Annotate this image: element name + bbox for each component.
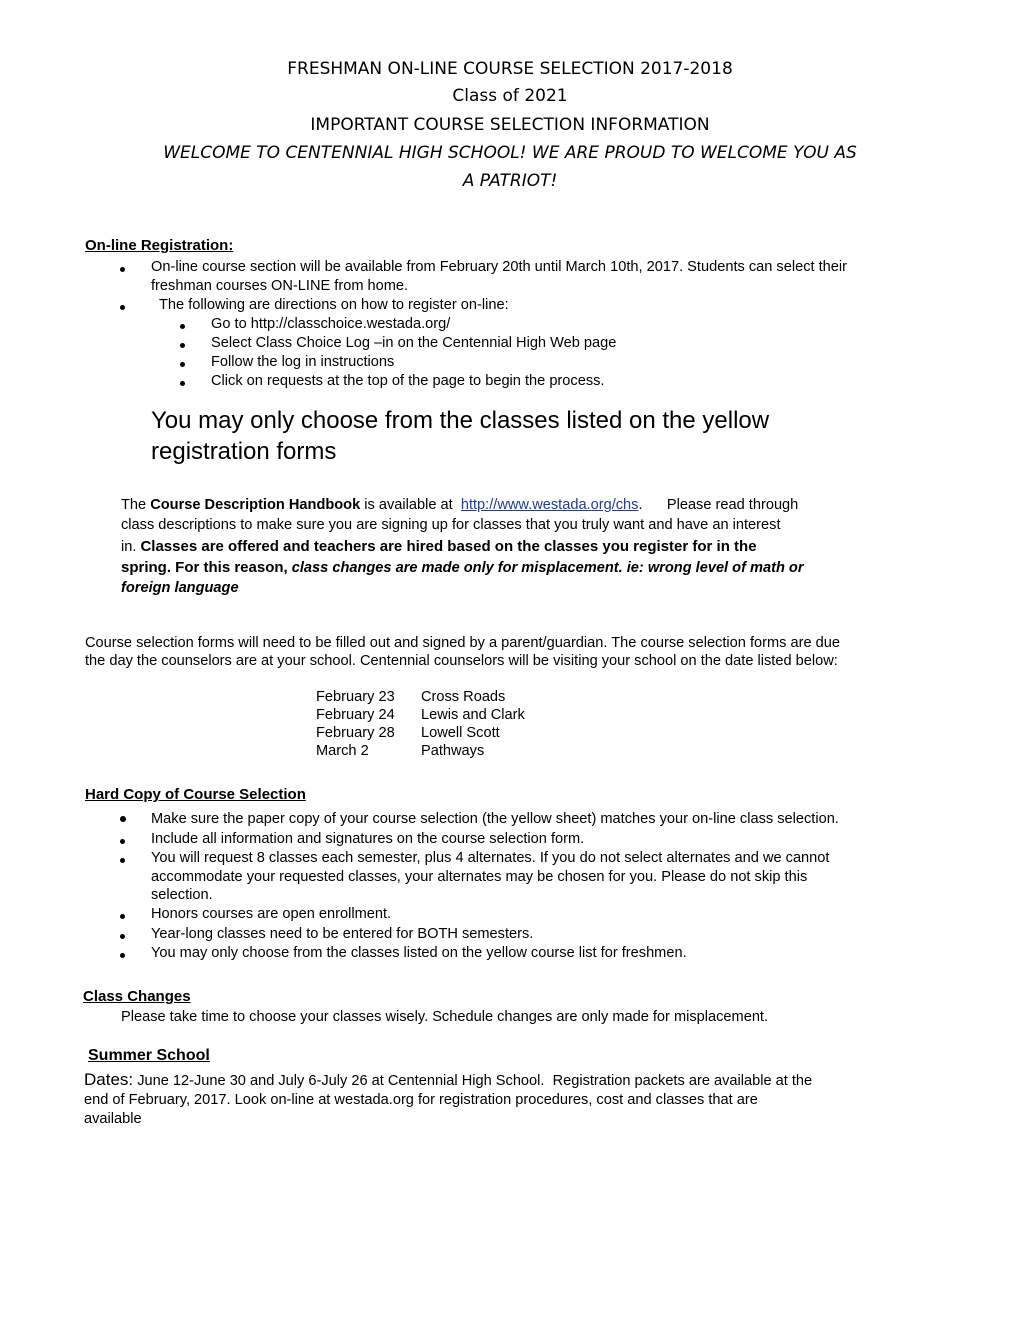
visit-row — [316, 688, 525, 706]
summer-text-cont: available — [84, 1111, 142, 1127]
section-heading-changes: Class Changes — [83, 988, 191, 1005]
visit-row — [316, 724, 525, 742]
text: June 12-June 30 and July 6-July 26 at Centennial High School. Registration packets are available at the — [133, 1073, 813, 1089]
handbook-name: Course Description Handbook — [150, 497, 361, 513]
notice-text: You may only choose from the classes listed on the yellow — [151, 407, 770, 434]
section-heading-summer: Summer School — [88, 1047, 210, 1064]
bullet-icon — [120, 953, 125, 958]
list-item: You may only choose from the classes listed on the yellow course list for freshmen. — [151, 945, 687, 961]
section-heading-online: On-line Registration: — [85, 237, 234, 254]
bullet-icon — [180, 343, 185, 348]
list-item: On-line course section will be available from February 20th until March 10th, 2017. Students can select their — [151, 259, 847, 275]
bullet-icon — [120, 914, 125, 919]
emphasis-italic: class changes are made only for misplacement. ie: wrong level of math or — [287, 560, 804, 576]
dates-label: Dates: — [84, 1070, 134, 1089]
handbook-link[interactable]: http://www.westada.org/chs — [460, 497, 639, 513]
bullet-icon — [120, 267, 125, 272]
visit-date: February 24 — [316, 707, 395, 723]
visit-date: March 2 — [316, 743, 369, 759]
visit-row — [316, 742, 525, 760]
text: . Please read through — [638, 497, 799, 513]
visit-school: Lewis and Clark — [421, 707, 525, 723]
text: in. — [121, 539, 141, 555]
list-item: Select Class Choice Log –in on the Centennial High Web page — [211, 335, 617, 351]
text: is available at — [360, 497, 457, 513]
list-item: Follow the log in instructions — [211, 354, 395, 370]
list-item: Make sure the paper copy of your course selection (the yellow sheet) matches your on-line class selection. — [151, 811, 839, 827]
text: The — [121, 497, 151, 513]
section-heading-hardcopy: Hard Copy of Course Selection — [85, 786, 306, 803]
list-item: Go to http://classchoice.westada.org/ — [211, 316, 451, 332]
list-item-cont: selection. — [151, 887, 213, 903]
summer-text-cont: end of February, 2017. Look on-line at westada.org for registration procedures, cost and classes that are — [84, 1092, 758, 1108]
visit-school: Pathways — [421, 743, 485, 759]
notice-text-cont: registration forms — [151, 438, 337, 465]
handbook-paragraph — [121, 496, 798, 515]
bullet-icon — [120, 305, 125, 310]
handbook-line: class descriptions to make sure you are signing up for classes that you truly want and have an interest — [121, 517, 781, 533]
bullet-icon — [180, 362, 185, 367]
bullet-icon — [120, 858, 125, 863]
summer-text — [84, 1070, 812, 1091]
bullet-icon — [180, 381, 185, 386]
forms-paragraph-cont: the day the counselors are at your school. Centennial counselors will be visiting your school on the date listed below: — [85, 653, 838, 669]
list-item: The following are directions on how to register on-line: — [159, 297, 509, 313]
forms-paragraph: Course selection forms will need to be filled out and signed by a parent/guardian. The course selection forms are due — [85, 635, 840, 651]
welcome-line-2: A PATRIOT! — [462, 171, 558, 191]
list-item: Include all information and signatures on the course selection form. — [151, 831, 585, 847]
visit-date: February 23 — [316, 689, 395, 705]
visit-school: Cross Roads — [421, 689, 506, 705]
handbook-line — [121, 537, 757, 557]
bullet-icon — [120, 839, 125, 844]
bullet-icon — [120, 934, 125, 939]
list-item: You will request 8 classes each semester, plus 4 alternates. If you do not select alternates and we cannot — [151, 850, 830, 866]
list-item: Click on requests at the top of the page to begin the process. — [211, 373, 605, 389]
emphasis: Classes are offered and teachers are hired based on the classes you register for in the — [140, 538, 757, 555]
list-item-cont: freshman courses ON-LINE from home. — [151, 278, 409, 294]
handbook-line — [121, 558, 804, 578]
welcome-line: WELCOME TO CENTENNIAL HIGH SCHOOL! WE ARE PROUD TO WELCOME YOU AS — [163, 143, 857, 163]
subtitle: IMPORTANT COURSE SELECTION INFORMATION — [310, 115, 710, 135]
visit-schedule — [316, 688, 525, 760]
list-item: Year-long classes need to be entered for BOTH semesters. — [151, 926, 534, 942]
emphasis: spring. For this reason, — [121, 559, 288, 576]
handbook-line: foreign language — [121, 580, 239, 596]
bullet-icon — [120, 816, 126, 822]
list-item-cont: accommodate your requested classes, your alternates may be chosen for you. Please do not skip this — [151, 869, 808, 885]
doc-title: FRESHMAN ON-LINE COURSE SELECTION 2017-2018 — [287, 59, 733, 79]
visit-date: February 28 — [316, 725, 395, 741]
list-item: Honors courses are open enrollment. — [151, 906, 392, 922]
class-year: Class of 2021 — [452, 86, 568, 106]
visit-row — [316, 706, 525, 724]
bullet-icon — [180, 324, 185, 329]
changes-text: Please take time to choose your classes wisely. Schedule changes are only made for misplacement. — [121, 1009, 769, 1025]
visit-school: Lowell Scott — [421, 725, 500, 741]
